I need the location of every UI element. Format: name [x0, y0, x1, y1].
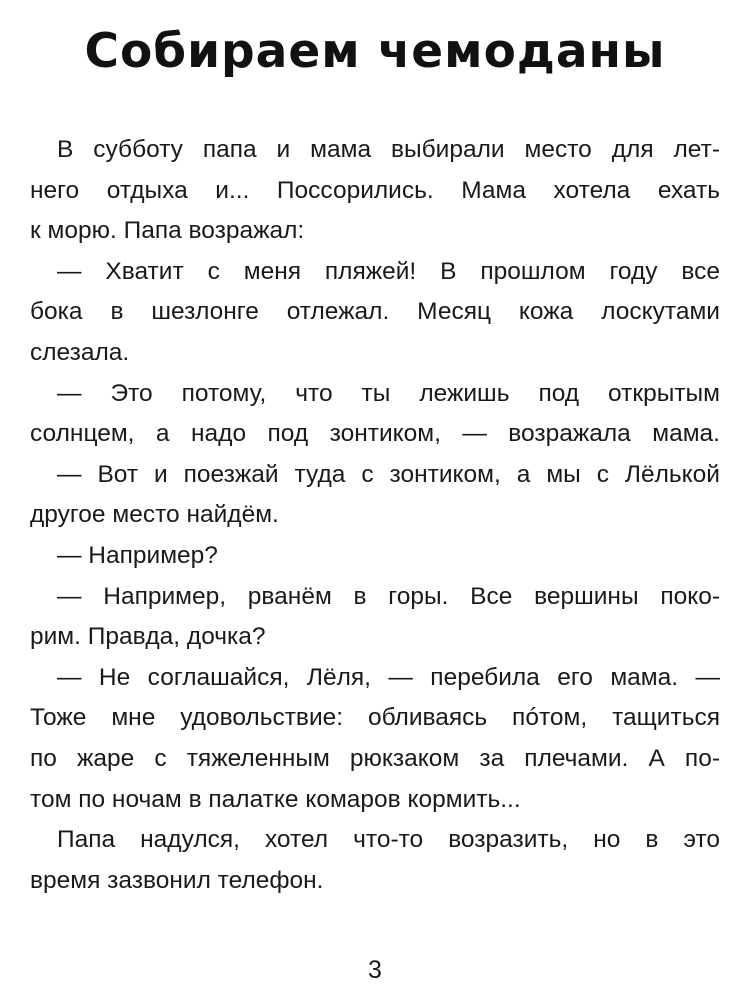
text-line: — Вот и поезжай туда с зонтиком, а мы с Лёлькой: [57, 460, 720, 488]
text-line: том по ночам в палатке комаров кормить...: [30, 785, 521, 813]
text-line: — Хватит с меня пляжей! В прошлом году все: [57, 257, 720, 285]
text-line: — Это потому, что ты лежишь под открытым: [57, 379, 720, 407]
text-line: — Например?: [57, 541, 218, 569]
text-line: бока в шезлонге отлежал. Месяц кожа лоскутами: [30, 298, 720, 326]
text-line: Тоже мне удовольствие: обливаясь пóтом, тащиться: [30, 704, 720, 732]
text-line: — Не соглашайся, Лёля, — перебила его мама. —: [57, 663, 720, 691]
text-line: солнцем, а надо под зонтиком, — возражала мама.: [30, 420, 720, 448]
text-line: слезала.: [30, 338, 130, 366]
text-line: время зазвонил телефон.: [30, 866, 324, 894]
text-line: — Например, рванём в горы. Все вершины поко-: [57, 582, 720, 610]
text-line: к морю. Папа возражал:: [30, 217, 305, 245]
text-line: В субботу папа и мама выбирали место для лет-: [57, 136, 720, 163]
text-line: Папа надулся, хотел что-то возразить, но в это: [57, 826, 720, 854]
body-text: [30, 130, 720, 901]
text-line: него отдыха и... Поссорились. Мама хотела ехать: [30, 176, 720, 204]
text-line: другое место найдём.: [30, 501, 279, 529]
chapter-title: Собираем чемоданы: [84, 24, 666, 79]
text-line: по жаре с тяжеленным рюкзаком за плечами. А по-: [30, 744, 720, 772]
page-number: 3: [368, 956, 382, 984]
text-line: рим. Правда, дочка?: [30, 623, 266, 651]
